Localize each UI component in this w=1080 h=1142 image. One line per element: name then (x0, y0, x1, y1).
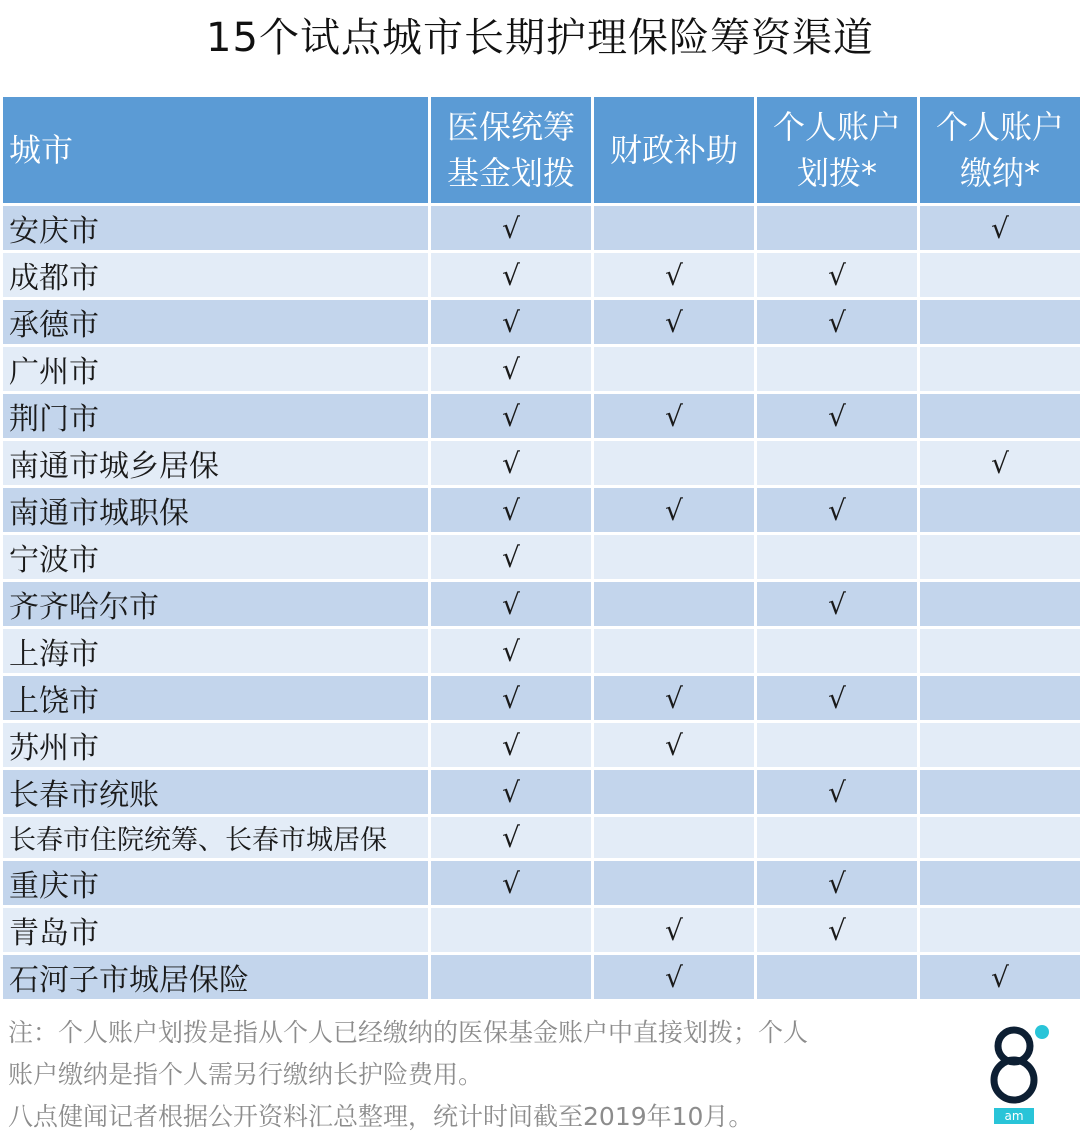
personal-payment-cell (920, 861, 1080, 905)
personal-payment-cell (920, 770, 1080, 814)
table-row (3, 535, 1080, 579)
personal-transfer-cell (757, 206, 917, 250)
medical-fund-cell: √ (431, 723, 591, 767)
fiscal-subsidy-cell (594, 817, 754, 858)
fiscal-subsidy-cell (594, 535, 754, 579)
header-personal-transfer (757, 97, 917, 203)
medical-fund-cell: √ (431, 253, 591, 297)
logo-tag-text: am (1004, 1109, 1024, 1123)
medical-fund-cell: √ (431, 394, 591, 438)
medical-fund-cell: √ (431, 676, 591, 720)
personal-transfer-cell: √ (757, 394, 917, 438)
table-row (3, 347, 1080, 391)
footnote-line: 注：个人账户划拨是指从个人已经缴纳的医保基金账户中直接划拨；个人 (8, 1018, 809, 1047)
fiscal-subsidy-cell (594, 206, 754, 250)
table-row (3, 770, 1080, 814)
personal-payment-cell (920, 582, 1080, 626)
personal-payment-cell: √ (920, 441, 1080, 485)
fiscal-subsidy-cell (594, 629, 754, 673)
fiscal-subsidy-cell: √ (594, 676, 754, 720)
personal-payment-cell (920, 723, 1080, 767)
fiscal-subsidy-cell (594, 770, 754, 814)
fiscal-subsidy-cell: √ (594, 300, 754, 344)
table-row (3, 723, 1080, 767)
table-row (3, 582, 1080, 626)
medical-fund-cell: √ (431, 535, 591, 579)
personal-payment-cell (920, 629, 1080, 673)
footnote-line: 八点健闻记者根据公开资料汇总整理，统计时间截至2019年10月。 (8, 1102, 754, 1131)
fiscal-subsidy-cell: √ (594, 955, 754, 999)
fiscal-subsidy-cell (594, 347, 754, 391)
medical-fund-cell: √ (431, 206, 591, 250)
header-medical-fund-line2: 基金划拨 (446, 154, 575, 192)
city-name-cell: 宁波市 (3, 535, 428, 579)
table-row (3, 817, 1080, 858)
personal-transfer-cell (757, 347, 917, 391)
funding-table (0, 94, 1080, 1002)
medical-fund-cell: √ (431, 488, 591, 532)
footnotes (8, 1012, 938, 1138)
footnote-line: 账户缴纳是指个人需另行缴纳长护险费用。 (8, 1060, 484, 1089)
personal-transfer-cell: √ (757, 861, 917, 905)
personal-payment-cell (920, 488, 1080, 532)
personal-transfer-cell (757, 441, 917, 485)
city-name-cell: 荆门市 (3, 394, 428, 438)
fiscal-subsidy-cell: √ (594, 723, 754, 767)
header-personal-payment-line2: 缴纳* (959, 154, 1040, 192)
city-name-cell: 石河子市城居保险 (3, 955, 428, 999)
personal-payment-cell (920, 253, 1080, 297)
personal-payment-cell: √ (920, 955, 1080, 999)
personal-transfer-cell: √ (757, 488, 917, 532)
table-row (3, 861, 1080, 905)
personal-transfer-cell: √ (757, 770, 917, 814)
personal-payment-cell (920, 300, 1080, 344)
brand-logo (982, 1020, 1052, 1130)
fiscal-subsidy-cell: √ (594, 908, 754, 952)
header-personal-transfer-line1: 个人账户 (772, 108, 901, 146)
personal-payment-cell (920, 817, 1080, 858)
fiscal-subsidy-cell (594, 582, 754, 626)
personal-transfer-cell (757, 723, 917, 767)
city-name-cell: 上海市 (3, 629, 428, 673)
personal-transfer-cell (757, 955, 917, 999)
city-name-cell: 成都市 (3, 253, 428, 297)
header-personal-transfer-line2: 划拨* (796, 154, 877, 192)
table-row (3, 394, 1080, 438)
table-row (3, 488, 1080, 532)
table-row (3, 955, 1080, 999)
personal-payment-cell (920, 347, 1080, 391)
personal-transfer-cell (757, 535, 917, 579)
fiscal-subsidy-cell: √ (594, 253, 754, 297)
medical-fund-cell: √ (431, 629, 591, 673)
logo-lower-ring (994, 1060, 1034, 1100)
header-medical-fund (431, 97, 591, 203)
personal-payment-cell: √ (920, 206, 1080, 250)
medical-fund-cell: √ (431, 770, 591, 814)
medical-fund-cell: √ (431, 300, 591, 344)
city-name-cell: 南通市城乡居保 (3, 441, 428, 485)
header-personal-payment-line1: 个人账户 (935, 108, 1064, 146)
table-row (3, 908, 1080, 952)
personal-transfer-cell (757, 817, 917, 858)
personal-transfer-cell: √ (757, 582, 917, 626)
city-name-cell: 长春市统账 (3, 770, 428, 814)
header-city: 城市 (3, 97, 428, 203)
personal-payment-cell (920, 676, 1080, 720)
city-name-cell: 重庆市 (3, 861, 428, 905)
medical-fund-cell: √ (431, 441, 591, 485)
medical-fund-cell: √ (431, 347, 591, 391)
personal-payment-cell (920, 394, 1080, 438)
city-name-cell: 上饶市 (3, 676, 428, 720)
medical-fund-cell (431, 955, 591, 999)
personal-transfer-cell: √ (757, 908, 917, 952)
city-name-cell: 青岛市 (3, 908, 428, 952)
logo-dot (1035, 1025, 1049, 1039)
city-name-cell: 齐齐哈尔市 (3, 582, 428, 626)
city-name-cell: 广州市 (3, 347, 428, 391)
city-name-cell: 安庆市 (3, 206, 428, 250)
medical-fund-cell (431, 908, 591, 952)
table-header-row (3, 97, 1080, 203)
city-name-cell: 南通市城职保 (3, 488, 428, 532)
table-row (3, 676, 1080, 720)
brand-logo-graphic (982, 1020, 1052, 1130)
fiscal-subsidy-cell: √ (594, 488, 754, 532)
personal-transfer-cell: √ (757, 676, 917, 720)
city-name-cell: 苏州市 (3, 723, 428, 767)
table-row (3, 253, 1080, 297)
personal-payment-cell (920, 908, 1080, 952)
city-name-cell: 长春市住院统筹、长春市城居保 (3, 817, 428, 858)
table-body (3, 206, 1080, 999)
personal-transfer-cell (757, 629, 917, 673)
table-row (3, 206, 1080, 250)
page-title: 15个试点城市长期护理保险筹资渠道 (206, 15, 874, 61)
fiscal-subsidy-cell (594, 861, 754, 905)
fiscal-subsidy-cell (594, 441, 754, 485)
personal-payment-cell (920, 535, 1080, 579)
header-fiscal-subsidy: 财政补助 (594, 97, 754, 203)
table-row (3, 300, 1080, 344)
table-row (3, 629, 1080, 673)
city-name-cell: 承德市 (3, 300, 428, 344)
medical-fund-cell: √ (431, 817, 591, 858)
personal-transfer-cell: √ (757, 300, 917, 344)
header-personal-payment (920, 97, 1080, 203)
table-row (3, 441, 1080, 485)
medical-fund-cell: √ (431, 861, 591, 905)
header-medical-fund-line1: 医保统筹 (446, 108, 575, 146)
medical-fund-cell: √ (431, 582, 591, 626)
personal-transfer-cell: √ (757, 253, 917, 297)
fiscal-subsidy-cell: √ (594, 394, 754, 438)
